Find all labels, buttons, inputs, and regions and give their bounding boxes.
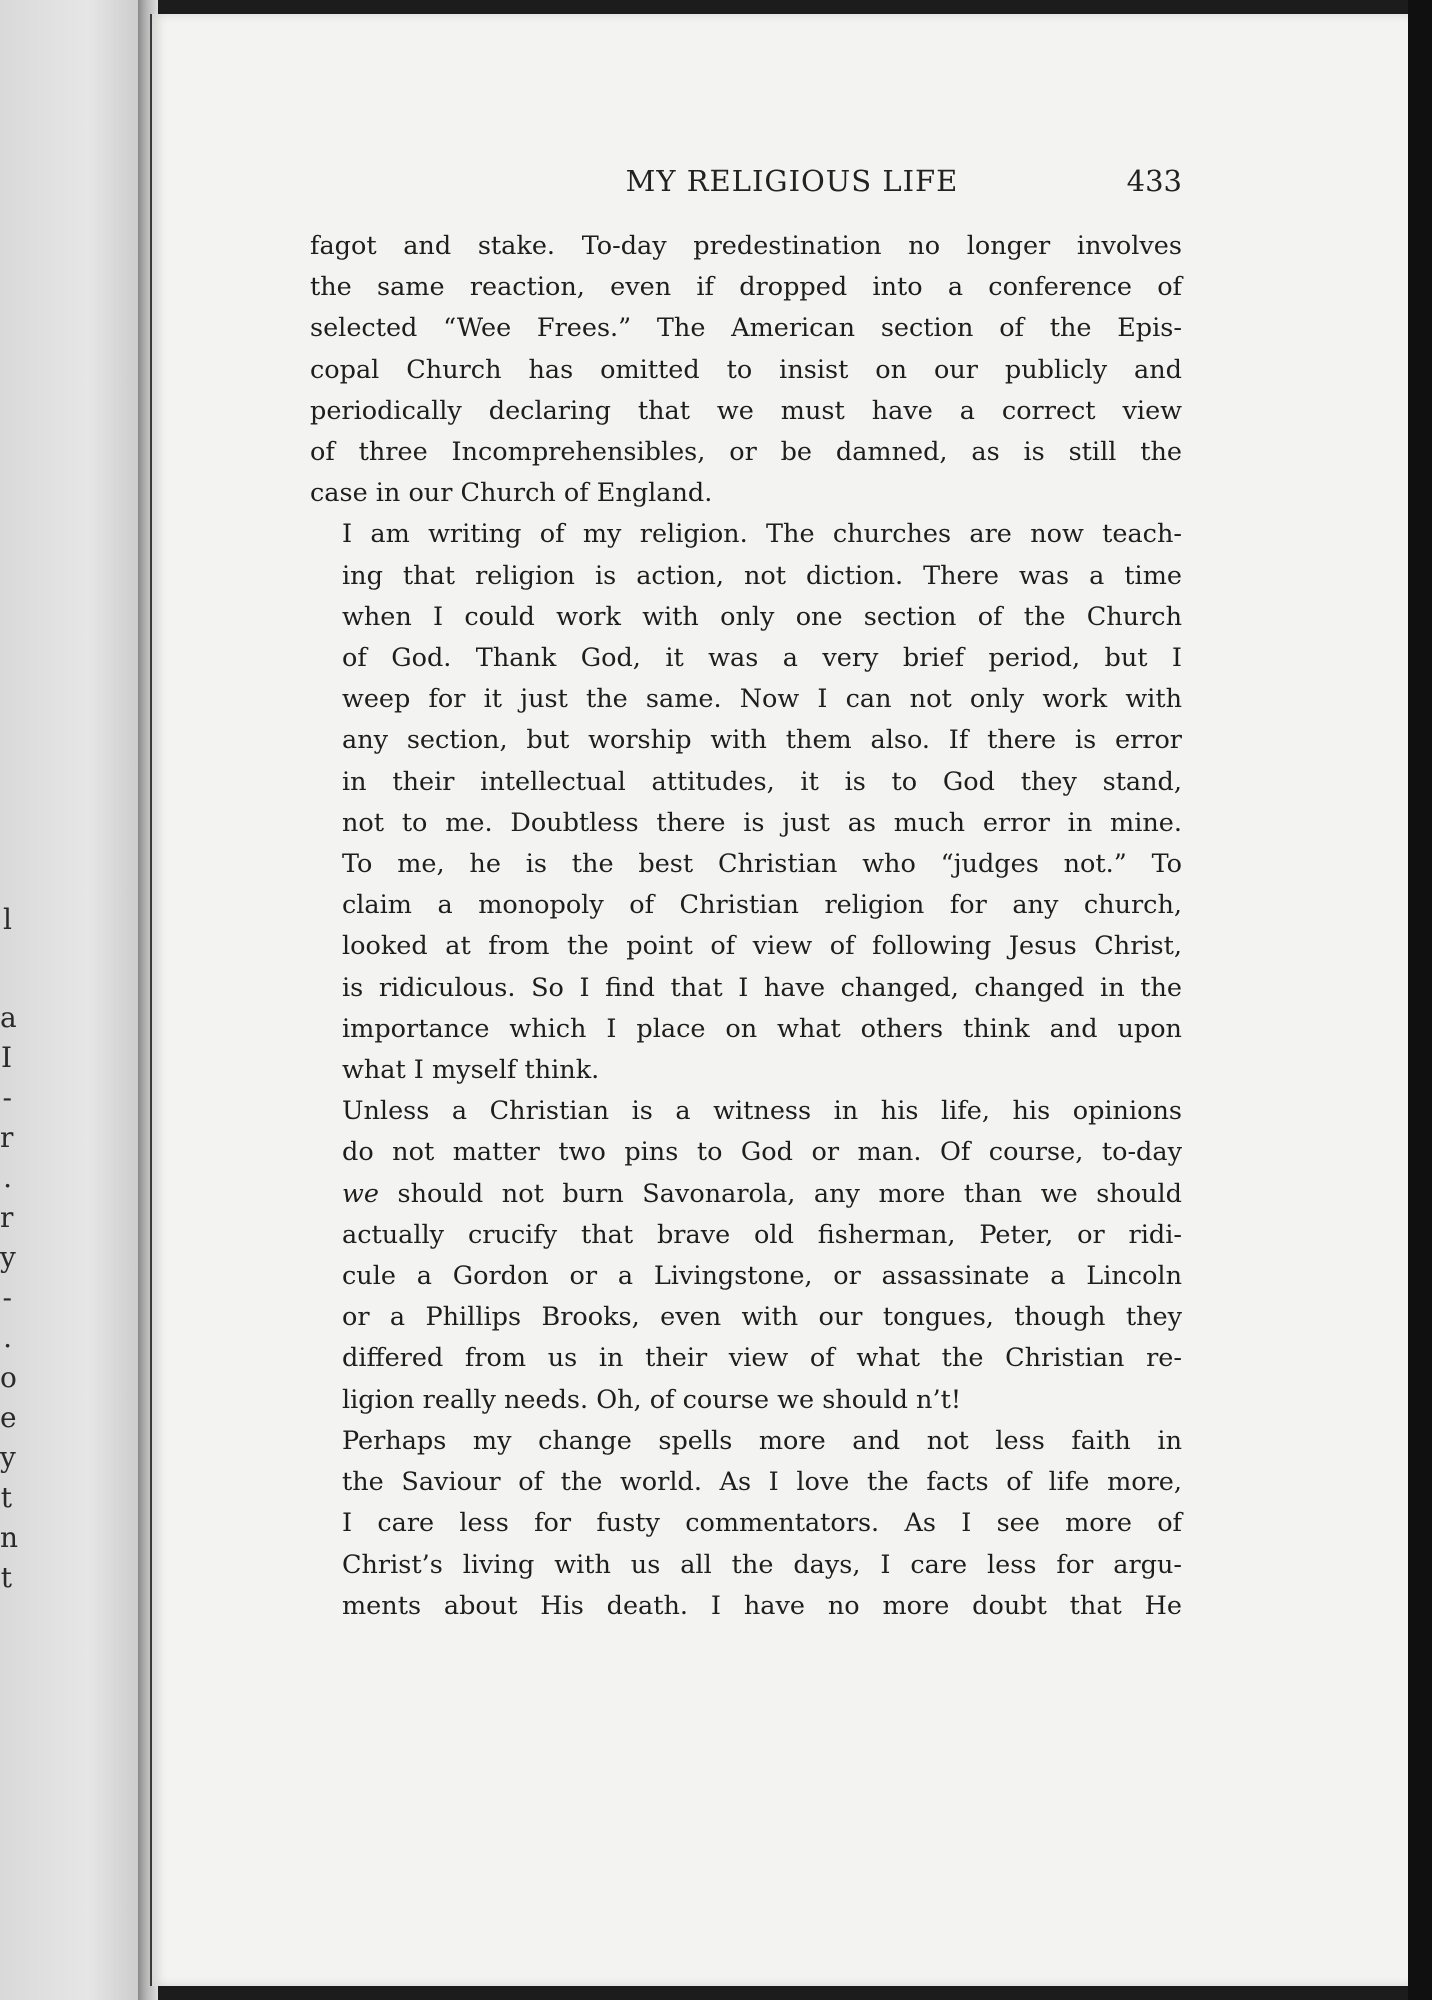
fragment: - [2, 1281, 12, 1314]
text-line: what I myself think. [342, 1055, 600, 1086]
paragraph [310, 226, 1182, 514]
text-line: periodically declaring that we must have a correct view [310, 395, 1182, 426]
page-number: 433 [1126, 164, 1182, 198]
fragment: - [2, 1081, 12, 1114]
fragment: e [0, 1401, 17, 1434]
paragraph [310, 1421, 1182, 1627]
text-line: To me, he is the best Christian who “judges not.” To [342, 849, 1182, 880]
running-title: MY RELIGIOUS LIFE [625, 164, 959, 198]
scanner-background-edge [1408, 0, 1432, 2000]
text-line: Christ’s living with us all the days, I care less for argu- [342, 1549, 1182, 1580]
text-line: is ridiculous. So I find that I have changed, changed in the [342, 972, 1182, 1003]
text-line: claim a monopoly of Christian religion for any church, [342, 890, 1182, 921]
text-line: in their intellectual attitudes, it is to God they stand, [342, 766, 1182, 797]
text-line: Perhaps my change spells more and not less faith in [342, 1425, 1182, 1456]
fragment: o [0, 1361, 17, 1394]
body-text [310, 226, 1182, 1627]
fragment: I [0, 1041, 12, 1074]
text-line: or a Phillips Brooks, even with our tongues, though they [342, 1302, 1182, 1333]
text-line: any section, but worship with them also. If there is error [342, 725, 1182, 756]
fragment: t [0, 1561, 12, 1594]
fragment: . [3, 1161, 12, 1194]
fragment: a [0, 1001, 17, 1034]
fragment: r [0, 1121, 14, 1154]
paragraph [310, 514, 1182, 1091]
text-line: importance which I place on what others think and upon [342, 1013, 1182, 1044]
text-line: Unless a Christian is a witness in his life, his opinions [342, 1096, 1182, 1127]
text-line: selected “Wee Frees.” The American section of the Epis- [310, 313, 1182, 344]
text-line: the same reaction, even if dropped into a conference of [310, 272, 1182, 303]
text-line: differed from us in their view of what the Christian re- [342, 1343, 1182, 1374]
text-line: I am writing of my religion. The churches are now teach- [342, 519, 1182, 550]
text-line: fagot and stake. To-day predestination no longer involves [310, 231, 1182, 261]
italic-word: we [342, 1178, 379, 1209]
running-head [152, 164, 1410, 204]
text-line: looked at from the point of view of following Jesus Christ, [342, 931, 1182, 962]
text-line: when I could work with only one section of the Church [342, 601, 1182, 632]
previous-page-text-fragments [0, 0, 146, 2000]
fragment: . [3, 1321, 12, 1354]
text-line: the Saviour of the world. As I love the facts of life more, [342, 1467, 1182, 1498]
text-line: do not matter two pins to God or man. Of course, to-day [342, 1137, 1182, 1168]
paragraph [310, 1091, 1182, 1421]
text-line: ments about His death. I have no more doubt that He [342, 1590, 1182, 1621]
fragment: y [0, 1241, 16, 1274]
text-line: I care less for fusty commentators. As I see more of [342, 1508, 1182, 1539]
text-line: of God. Thank God, it was a very brief period, but I [342, 643, 1182, 674]
text-line: cule a Gordon or a Livingstone, or assassinate a Lincoln [342, 1261, 1182, 1292]
text-line-with-italic [310, 1174, 1182, 1215]
text-line: ligion really needs. Oh, of course we should n’t! [342, 1384, 962, 1415]
book-page [150, 14, 1410, 1986]
fragment: r [0, 1201, 14, 1234]
fragment: l [3, 903, 12, 936]
text-line: copal Church has omitted to insist on our publicly and [310, 354, 1182, 385]
text-line: ing that religion is action, not diction. There was a time [342, 560, 1182, 591]
text-line: not to me. Doubtless there is just as much error in mine. [342, 807, 1182, 838]
text-line-rest: should not burn Savonarola, any more than we should [378, 1178, 1182, 1209]
text-line: weep for it just the same. Now I can not only work with [342, 684, 1182, 715]
fragment: y [0, 1441, 16, 1474]
text-line: of three Incomprehensibles, or be damned, as is still the [310, 437, 1182, 468]
fragment: t [0, 1481, 12, 1514]
text-line: actually crucify that brave old fisherman, Peter, or ridi- [342, 1219, 1182, 1250]
fragment: n [0, 1521, 19, 1554]
text-line: case in our Church of England. [310, 478, 713, 509]
